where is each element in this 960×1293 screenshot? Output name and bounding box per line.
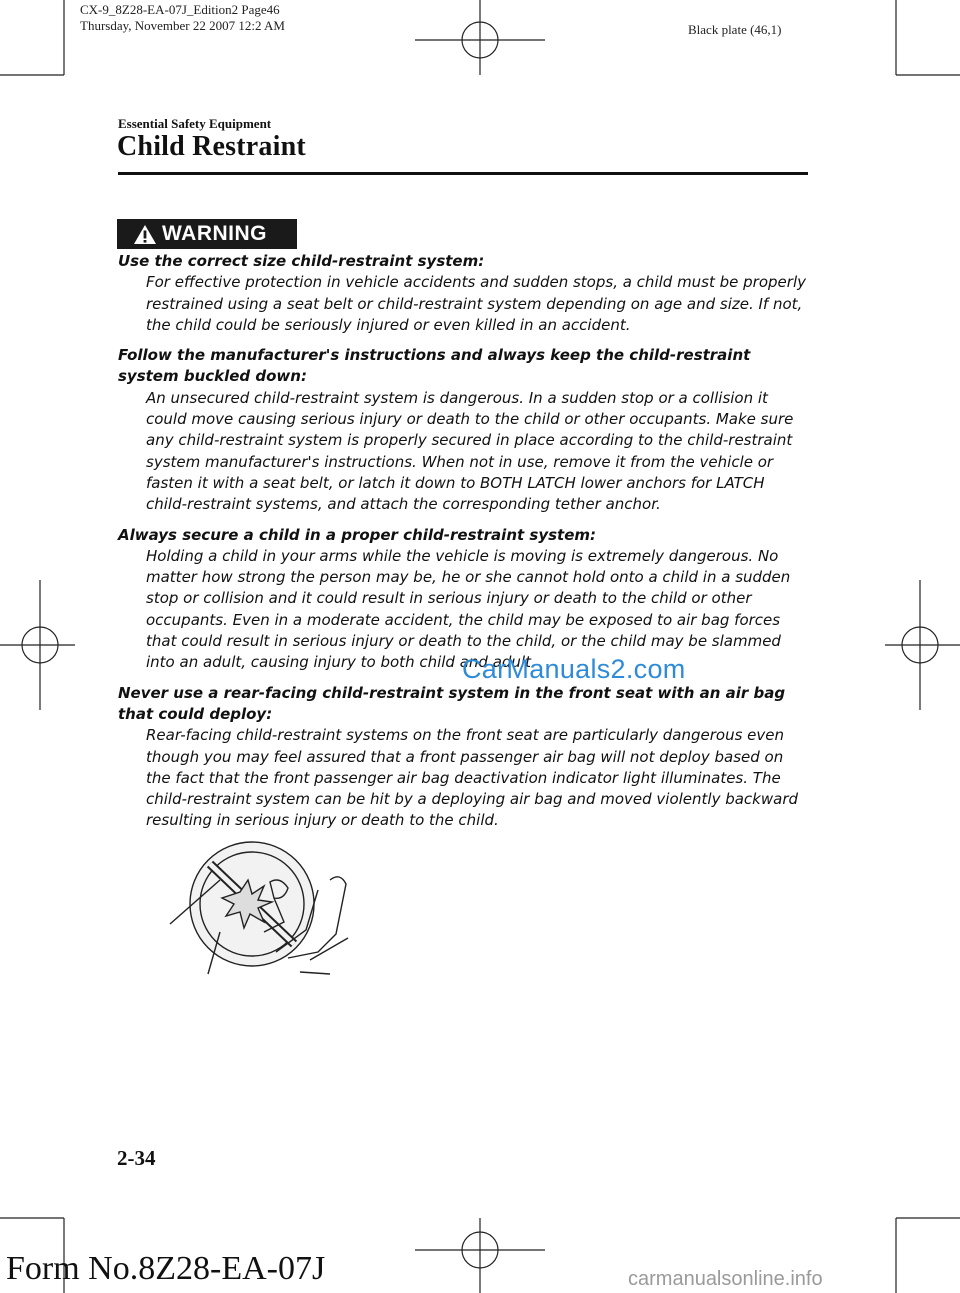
warning-item-heading: Use the correct size child-restraint system: xyxy=(118,252,485,270)
warning-item-body: An unsecured child-restraint system is dangerous. In a sudden stop or a collision it could move causing serious injury or death to the child or other occupants. Make sure any child-restraint system is properly secured in place according to the child-restraint system manufacturer's instructions. When not in use, remove it from the vehicle or fasten it with a seat belt, or latch it down to BOTH LATCH lower anchors for LATCH child-restraint systems, and attach the corresponding tether anchor. xyxy=(146,388,794,514)
plate-label: Black plate (46,1) xyxy=(688,22,782,37)
no-rear-facing-seat-icon xyxy=(160,840,370,980)
page-number: 2-34 xyxy=(117,1146,156,1170)
warning-item-heading: Always secure a child in a proper child-restraint system: xyxy=(118,525,597,544)
warning-banner xyxy=(117,219,297,249)
warning-item xyxy=(118,251,808,336)
print-meta-line1: CX-9_8Z28-EA-07J_Edition2 Page46 xyxy=(80,2,280,17)
form-number: Form No.8Z28-EA-07J xyxy=(6,1250,326,1287)
warning-item-body: Holding a child in your arms while the vehicle is moving is extremely dangerous. No matter how strong the person may be, he or she cannot hold onto a child in a sudden stop or collision and it could result in serious injury or death to the child or other occupants. Even in a moderate accident, the child may be exposed to air bag forces that could result in serious injury or death to the child, or the child may be slammed into an adult, causing injury to both child and adult. xyxy=(146,546,791,672)
warning-triangle-icon xyxy=(133,224,157,245)
warning-item-heading: Never use a rear-facing child-restraint system in the front seat with an air bag that could deploy: xyxy=(118,683,786,723)
warning-item xyxy=(118,345,808,515)
warning-item xyxy=(118,683,808,832)
print-meta-line2: Thursday, November 22 2007 12:2 AM xyxy=(80,18,285,33)
warning-item-body: Rear-facing child-restraint systems on the front seat are particularly dangerous even though you may feel assured that a front passenger air bag will not deploy based on the fact that the front passenger air bag deactivation indicator light illuminates. The child-restraint system can be hit by a deploying air bag and moved violently backward resulting in serious injury or death to the child. xyxy=(146,726,799,830)
print-meta xyxy=(80,2,285,34)
warning-label: WARNING xyxy=(162,222,267,245)
page-title: Child Restraint xyxy=(117,131,306,162)
title-rule xyxy=(118,172,808,175)
watermark: CarManuals2.com xyxy=(462,654,686,684)
footer-url: carmanualsonline.info xyxy=(628,1268,823,1290)
section-label: Essential Safety Equipment xyxy=(118,116,272,131)
warning-item xyxy=(118,525,808,674)
warning-content xyxy=(118,251,808,841)
warning-item-heading: Follow the manufacturer's instructions and always keep the child-restraint system buckled down: xyxy=(118,346,751,386)
warning-item-body: For effective protection in vehicle accidents and sudden stops, a child must be properly restrained using a seat belt or child-restraint system depending on age and size. If not, the child could be seriously injured or even killed in an accident. xyxy=(146,273,806,334)
